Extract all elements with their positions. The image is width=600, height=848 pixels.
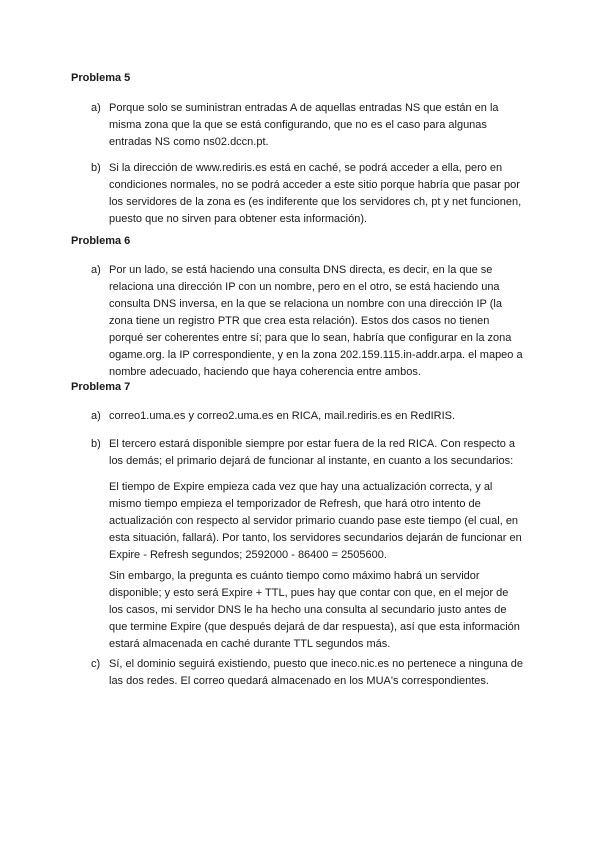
list-marker: a) (91, 410, 101, 422)
problem-6-title: Problema 6 (71, 235, 131, 247)
list-marker: b) (91, 438, 101, 450)
list-marker: b) (91, 162, 101, 174)
problem-7-answer-a: correo1.uma.es y correo2.uma.es en RICA, mail.rediris.es en RedIRIS. (109, 410, 456, 422)
problem-7-answer-b: El tercero estará disponible siempre por estar fuera de la red RICA. Con respecto a los demás; el primario dejará de funcionar al instante, en cuanto a los secundarios: (109, 438, 515, 467)
problem-5-answer-b: Si la dirección de www.rediris.es está en caché, se podrá acceder a ella, pero en condiciones normales, no se podrá acceder a este sitio porque habría que pasar por los servidores de la zona es (es indiferente que los servidores ch, pt y net funcionen, puesto que no sirven para obtener esta información). (109, 162, 522, 225)
problem-6-answer-a: Por un lado, se está haciendo una consulta DNS directa, es decir, en la que se relaciona una dirección IP con un nombre, pero en el otro, se está haciendo una consulta DNS inversa, en la que se relaciona un nombre con una dirección IP (la zona tiene un registro PTR que crea esta relación). Estos dos casos no tienen porqué ser coherentes entre sí; para que lo sean, habría que configurar en la zona ogame.org. la IP correspondiente, y en la zona 202.159.115.in-addr.arpa. el mapeo a nombre adecuado, haciendo que haya coherencia entre ambos. (109, 264, 523, 378)
problem-7-title: Problema 7 (71, 381, 131, 393)
problem-7-b-ttl-paragraph: Sin embargo, la pregunta es cuánto tiempo como máximo habrá un servidor disponible; y esto será Expire + TTL, pues hay que contar con que, en el mejor de los casos, mi servidor DNS le ha hecho una consulta al secundario justo antes de que termine Expire (que después dejará de dar respuesta), así que esta información estará almacenada en caché durante TTL segundos más. (109, 570, 520, 650)
list-marker: c) (91, 658, 101, 670)
list-marker: a) (91, 264, 101, 276)
list-marker: a) (91, 102, 101, 114)
problem-7-answer-c: Sí, el dominio seguirá existiendo, puesto que ineco.nic.es no pertenece a ninguna de las dos redes. El correo quedará almacenado en los MUA's correspondientes. (109, 658, 524, 687)
problem-7-b-expire-paragraph: El tiempo de Expire empieza cada vez que hay una actualización correcta, y al mismo tiempo empieza el temporizador de Refresh, que hará otro intento de actualización con respecto al servidor primario cuando pase este tiempo (el cual, en esta situación, fallará). Por tanto, los servidores secundarios dejarán de funcionar en Expire - Refresh segundos; 2592000 - 86400 = 2505600. (109, 481, 522, 561)
problem-5-title: Problema 5 (71, 72, 131, 84)
problem-5-answer-a: Porque solo se suministran entradas A de aquellas entradas NS que están en la misma zona que la que se está configurando, que no es el caso para algunas entradas NS como ns02.dccn.pt. (109, 102, 499, 148)
